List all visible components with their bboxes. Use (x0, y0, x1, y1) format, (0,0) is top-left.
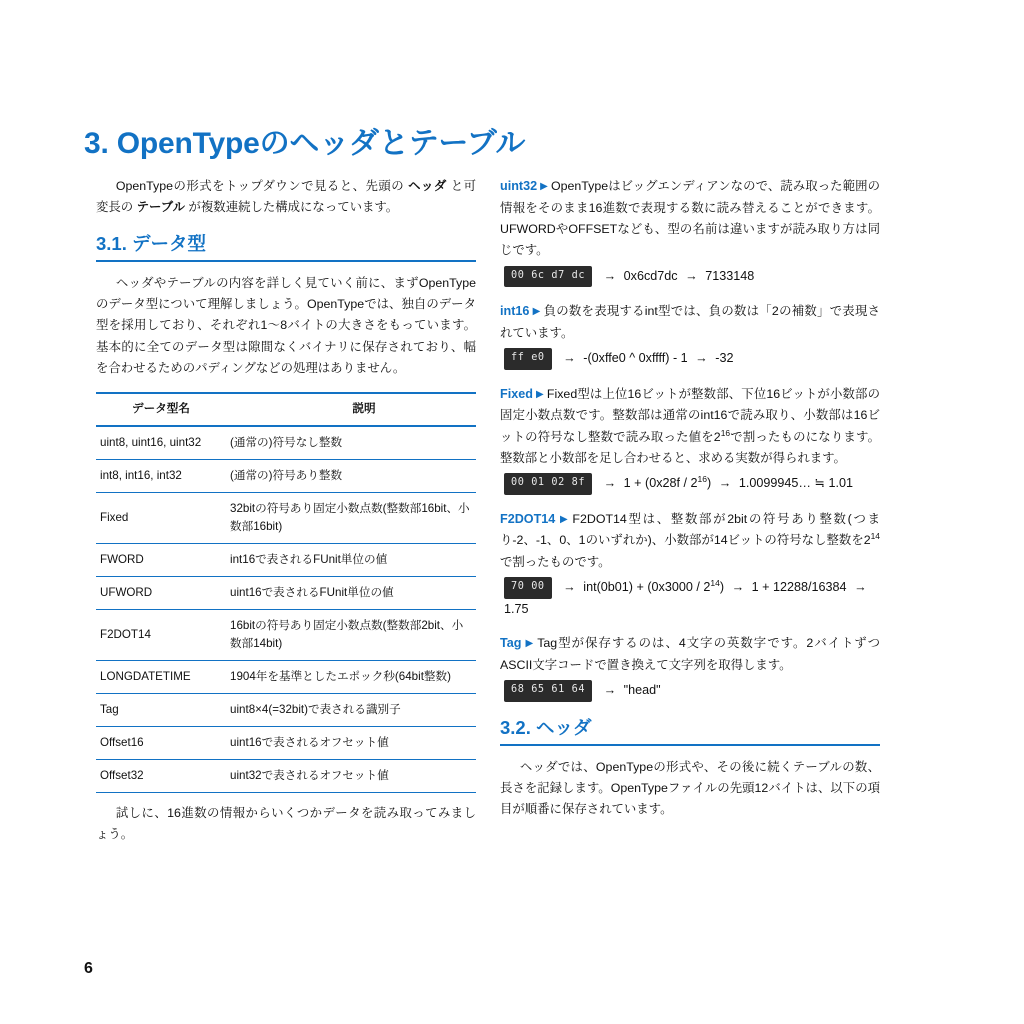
entry-text (500, 509, 880, 573)
entry-body: OpenTypeはビッグエンディアンなので、読み取った範囲の情報をそのまま16進数で表現する数に読み替えることができます。UFWORDやOFFSETなども、型の名前は違いますが読み取り方は同じです。 (500, 179, 880, 258)
chapter-title: 3. OpenTypeのヘッダとテーブル (84, 127, 526, 160)
cell-type-name: UFWORD (96, 577, 226, 610)
intro-paragraph (96, 176, 476, 219)
example-step: -32 (715, 351, 734, 366)
triangle-icon: ▶ (535, 388, 544, 400)
cell-type-name: FWORD (96, 544, 226, 577)
arrow-icon: → (685, 268, 698, 283)
example-line (500, 680, 880, 702)
entry-body: F2DOT14型は、整数部が2bitの符号あり整数(つまり-2、-1、0、1のいずれか)、小数部が14ビットの符号なし整数を$2^{14}$で割ったものです。 (500, 511, 880, 569)
table-row (96, 610, 476, 661)
hex-chip: ff e0 (504, 348, 552, 370)
arrow-icon: → (731, 580, 745, 595)
hex-chip: 00 01 02 8f (504, 473, 592, 495)
triangle-icon: ▶ (524, 638, 535, 650)
entry-type-name: Tag (500, 636, 522, 651)
cell-type-name: LONGDATETIME (96, 661, 226, 694)
entry-text (500, 633, 880, 676)
page-number: 6 (84, 960, 93, 977)
data-type-table (96, 392, 476, 793)
cell-type-desc: int16で表されるFUnit単位の値 (226, 544, 476, 577)
type-entry-f2dot14 (500, 509, 880, 619)
hex-chip: 00 6c d7 dc (504, 266, 592, 288)
section-rule-3-1 (96, 260, 476, 262)
entry-type-name: Fixed (500, 386, 533, 401)
cell-type-name: Offset32 (96, 759, 226, 792)
cell-type-desc: 32bitの符号あり固定小数点数(整数部16bit、小数部16bit) (226, 493, 476, 544)
section-3-1-paragraph: ヘッダやテーブルの内容を詳しく見ていく前に、まずOpenTypeのデータ型について理解しましょう。OpenTypeでは、独自のデータ型を採用しており、それぞれ1～8バイトの大きさをもっています。基本的に全てのデータ型は隙間なくバイナリに保存されており、幅を合わせるためのパディングなどの処理はありません。 (96, 275, 476, 376)
entry-text (500, 384, 880, 470)
example-step: $1 + (0x28f / 2^{16})$ (623, 474, 712, 491)
example-step: 7133148 (705, 268, 755, 283)
section-heading-3-2: 3.2. ヘッダ (500, 716, 592, 738)
example-step: "head" (623, 683, 661, 698)
table-row (96, 544, 476, 577)
cell-type-name: uint8, uint16, uint32 (96, 426, 226, 459)
arrow-icon: → (563, 580, 576, 595)
right-column (500, 176, 880, 834)
left-column (96, 176, 476, 859)
example-step: $int(0b01) + (0x3000 / 2^{14})$ (583, 577, 725, 595)
example-line (500, 348, 880, 370)
entry-body: 負の数を表現するint型では、負の数は「2の補数」で表現されています。 (500, 304, 880, 340)
table-row (96, 727, 476, 760)
table-row (96, 493, 476, 544)
example-step: 1.0099945… ≒ 1.01 (738, 476, 854, 491)
cell-type-name: int8, int16, int32 (96, 460, 226, 493)
entry-type-name: F2DOT14 (500, 511, 556, 526)
example-line (500, 577, 880, 619)
cell-type-desc: 16bitの符号あり固定小数点数(整数部2bit、小数部14bit) (226, 610, 476, 661)
table-head (96, 393, 476, 426)
arrow-icon: → (603, 683, 617, 698)
cell-type-desc: (通常の)符号あり整数 (226, 460, 476, 493)
triangle-icon: ▶ (558, 513, 570, 525)
type-entry-fixed (500, 384, 880, 495)
arrow-icon: → (854, 580, 867, 595)
entry-text (500, 176, 880, 262)
cell-type-name: Tag (96, 694, 226, 727)
cell-type-name: Fixed (96, 493, 226, 544)
table-row (96, 577, 476, 610)
column-header-desc: 説明 (226, 393, 476, 426)
table-header-row (96, 393, 476, 426)
example-step: 1 + 12288/16384 (751, 580, 847, 595)
section-rule-3-2 (500, 744, 880, 746)
cell-type-desc: 1904年を基準としたエポック秒(64bit整数) (226, 661, 476, 694)
example-step: 1.75 (504, 601, 529, 616)
section-3-2-paragraph: ヘッダでは、OpenTypeの形式や、その後に続くテーブルの数、長さを記録します。OpenTypeファイルの先頭12バイトは、以下の項目が順番に保存されています。 (500, 759, 880, 817)
example-line (500, 266, 880, 288)
cell-type-name: Offset16 (96, 727, 226, 760)
intro-bold-header: ヘッダ (408, 179, 447, 193)
arrow-icon: → (695, 351, 708, 366)
cell-type-name: F2DOT14 (96, 610, 226, 661)
table-row (96, 426, 476, 459)
type-entry-int16 (500, 301, 880, 370)
intro-part-d: が複数連続した構成になっています。 (185, 200, 399, 215)
cell-type-desc: uint8×4(=32bit)で表される識別子 (226, 694, 476, 727)
example-line (500, 473, 880, 495)
example-step: 0x6cd7dc (623, 268, 678, 283)
triangle-icon: ▶ (540, 181, 548, 192)
hex-chip: 68 65 61 64 (504, 680, 592, 702)
example-step: -(0xffe0 ^ 0xffff) - 1 (583, 351, 688, 366)
left-closing-paragraph: 試しに、16進数の情報からいくつかデータを読み取ってみましょう。 (96, 805, 476, 842)
column-header-name: データ型名 (96, 393, 226, 426)
intro-part-c: と可変長の (96, 179, 476, 215)
entry-text (500, 301, 880, 344)
intro-part-a: OpenTypeの形式をトップダウンで見ると、先頭の (115, 179, 409, 193)
arrow-icon: → (563, 351, 576, 366)
type-entry-tag (500, 633, 880, 702)
entry-body: Fixed型は上位16ビットが整数部、下位16ビットが小数部の固定小数点数です。整数部は通常のint16で読み取り、小数部は16ビットの符号なし整数で読み取った値を$2^{16}$で割ったものになります。整数部と小数部を足し合わせると、求める実数が得られます。 (500, 386, 880, 465)
table-row (96, 694, 476, 727)
entry-body: Tag型が保存するのは、4文字の英数字です。2バイトずつASCII文字コードで置き換えて文字列を取得します。 (500, 636, 880, 672)
cell-type-desc: uint16で表されるFUnit単位の値 (226, 577, 476, 610)
cell-type-desc: (通常の)符号なし整数 (226, 426, 476, 459)
type-entry-uint32 (500, 176, 880, 287)
table-row (96, 759, 476, 792)
entry-type-name: int16 (500, 304, 530, 319)
arrow-icon: → (603, 476, 617, 491)
intro-bold-table: テーブル (136, 200, 186, 215)
arrow-icon: → (603, 268, 617, 283)
table-row (96, 661, 476, 694)
table-body (96, 426, 476, 792)
section-heading-3-1: 3.1. データ型 (96, 232, 206, 254)
cell-type-desc: uint32で表されるオフセット値 (226, 759, 476, 792)
arrow-icon: → (718, 476, 732, 491)
entry-type-name: uint32 (500, 179, 538, 193)
triangle-icon: ▶ (532, 306, 541, 318)
hex-chip: 70 00 (504, 577, 552, 599)
table-row (96, 460, 476, 493)
cell-type-desc: uint16で表されるオフセット値 (226, 727, 476, 760)
